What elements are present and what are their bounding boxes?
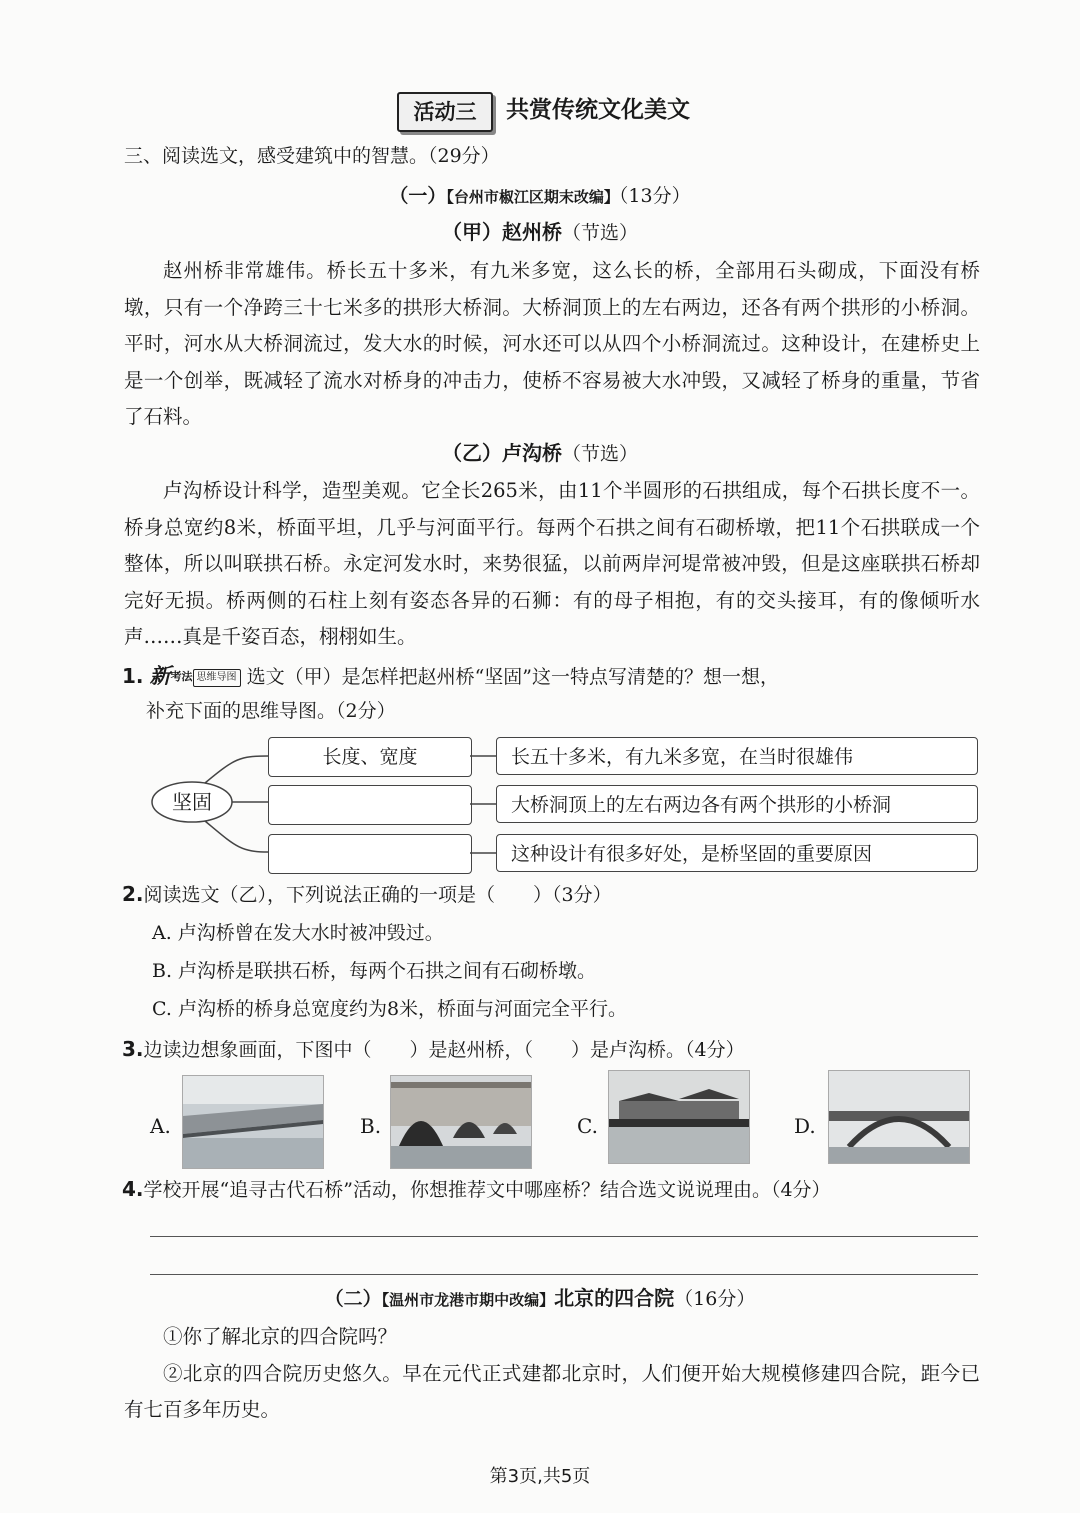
q4-answer-line-1[interactable] <box>150 1236 978 1237</box>
bridge-photo-c <box>608 1070 750 1164</box>
part1-score: （13分） <box>618 185 691 207</box>
mindmap-right-box-1: 长五十多米，有九米多宽，在当时很雄伟 <box>496 737 978 775</box>
q3-label-d: D. <box>794 1114 816 1138</box>
text-b-body <box>124 473 980 656</box>
mindmap-left-box-2[interactable] <box>268 785 472 825</box>
text-b-note: （节选） <box>561 443 638 465</box>
q4-answer-line-2[interactable] <box>150 1274 978 1275</box>
q2-option-b: B. 卢沟桥是联拱石桥，每两个石拱之间有石砌桥墩。 <box>152 960 597 982</box>
part1-source: 【台州市椒江区期末改编】 <box>446 188 619 206</box>
text-b-paragraph: 卢沟桥设计科学，造型美观。它全长265米，由11个半圆形的石拱组成，每个石拱长度不一。桥身总宽约8米，桥面平坦，几乎与河面平行。每两个石拱之间有石砌桥墩，把11个石拱联成一个整体，所以叫联拱石桥。永定河发水时，来势很猛，以前两岸河堤常被冲毁，但是这座联拱石桥却完好无损。桥两侧的石柱上刻有姿态各异的石狮：有的母子相抱，有的交头接耳，有的像倾听水声……真是千姿百态，栩栩如生。 <box>124 479 980 648</box>
activity-title: 共赏传统文化美文 <box>506 97 690 123</box>
q1-number: 1. <box>122 664 144 688</box>
text-a-title: （甲）赵州桥 <box>441 220 562 244</box>
part2-heading <box>0 1282 1080 1316</box>
part2-paragraph-1: ①你了解北京的四合院吗？ <box>163 1325 398 1348</box>
mindmap-right-box-2: 大桥洞顶上的左右两边各有两个拱形的小桥洞 <box>496 785 978 823</box>
part2-title: 北京的四合院 <box>554 1286 675 1310</box>
page-number: 第3页,共5页 <box>489 1466 591 1487</box>
part2-body <box>124 1319 980 1429</box>
part2-score: （16分） <box>674 1288 756 1310</box>
q1-text-line1: 选文（甲）是怎样把赵州桥“坚固”这一特点写清楚的？想一想， <box>246 666 779 688</box>
part1-label: （一） <box>389 185 447 207</box>
part1-heading <box>0 180 1080 213</box>
text-a-note: （节选） <box>561 222 638 244</box>
q4-question <box>122 1173 831 1206</box>
q3-question <box>122 1033 745 1066</box>
part2-source: 【温州市龙港市期中改编】 <box>381 1291 555 1309</box>
q3-text: 边读边想象画面，下图中（ ）是赵州桥，（ ）是卢沟桥。（4分） <box>143 1039 745 1061</box>
q1-line2: 补充下面的思维导图。（2分） <box>146 700 396 722</box>
q2-number: 2. <box>122 882 144 906</box>
part2-paragraph-2: ②北京的四合院历史悠久。早在元代正式建都北京时，人们便开始大规模修建四合院，距今已有七百多年历史。 <box>124 1361 980 1421</box>
bridge-photo-a <box>182 1075 324 1169</box>
text-a-body <box>124 253 980 436</box>
mindmap-left-box-1: 长度、宽度 <box>268 737 472 777</box>
q3-label-a: A. <box>150 1114 171 1138</box>
text-b-title: （乙）卢沟桥 <box>441 441 562 465</box>
q4-number: 4. <box>122 1177 144 1201</box>
q3-label-c: C. <box>577 1114 598 1138</box>
bridge-photo-d <box>828 1070 970 1164</box>
q1-badge-new: 新 <box>149 663 171 688</box>
text-a-paragraph: 赵州桥非常雄伟。桥长五十多米，有九米多宽，这么长的桥，全部用石头砌成，下面没有桥墩，只有一个净跨三十七米多的拱形大桥洞。大桥洞顶上的左右两边，还各有两个拱形的小桥洞。平时，河水从大桥洞流过，发大水的时候，河水还可以从四个小桥洞流过。这种设计，在建桥史上是一个创举，既减轻了流水对桥身的冲击力，使桥不容易被大水冲毁，又减轻了桥身的重量，节省了石料。 <box>124 259 980 428</box>
q2-option-a: A. 卢沟桥曾在发大水时被冲毁过。 <box>152 922 444 944</box>
q2-question <box>122 878 612 911</box>
q2-text: 阅读选文（乙），下列说法正确的一项是（ ）（3分） <box>143 884 612 906</box>
section-heading: 三、阅读选文，感受建筑中的智慧。（29分） <box>124 145 500 167</box>
mindmap-right-box-3: 这种设计有很多好处，是桥坚固的重要原因 <box>496 834 978 872</box>
q3-number: 3. <box>122 1037 144 1061</box>
mindmap-left-box-3[interactable] <box>268 834 472 874</box>
text-a-heading <box>0 216 1080 249</box>
part2-label: （二） <box>324 1288 382 1310</box>
q1-line1 <box>122 660 779 693</box>
text-b-heading <box>0 437 1080 470</box>
q4-text: 学校开展“追寻古代石桥”活动，你想推荐文中哪座桥？结合选文说说理由。（4分） <box>143 1179 831 1201</box>
q1-badge-type: 思维导图 <box>193 669 241 687</box>
activity-badge: 活动三 <box>397 92 493 132</box>
mindmap-center: 坚固 <box>172 790 212 814</box>
q2-option-c: C. 卢沟桥的桥身总宽度约为8米，桥面与河面完全平行。 <box>152 998 628 1020</box>
q3-label-b: B. <box>360 1114 382 1138</box>
bridge-photo-b <box>390 1075 532 1169</box>
q1-badge-kaofa: 考法 <box>170 670 193 683</box>
